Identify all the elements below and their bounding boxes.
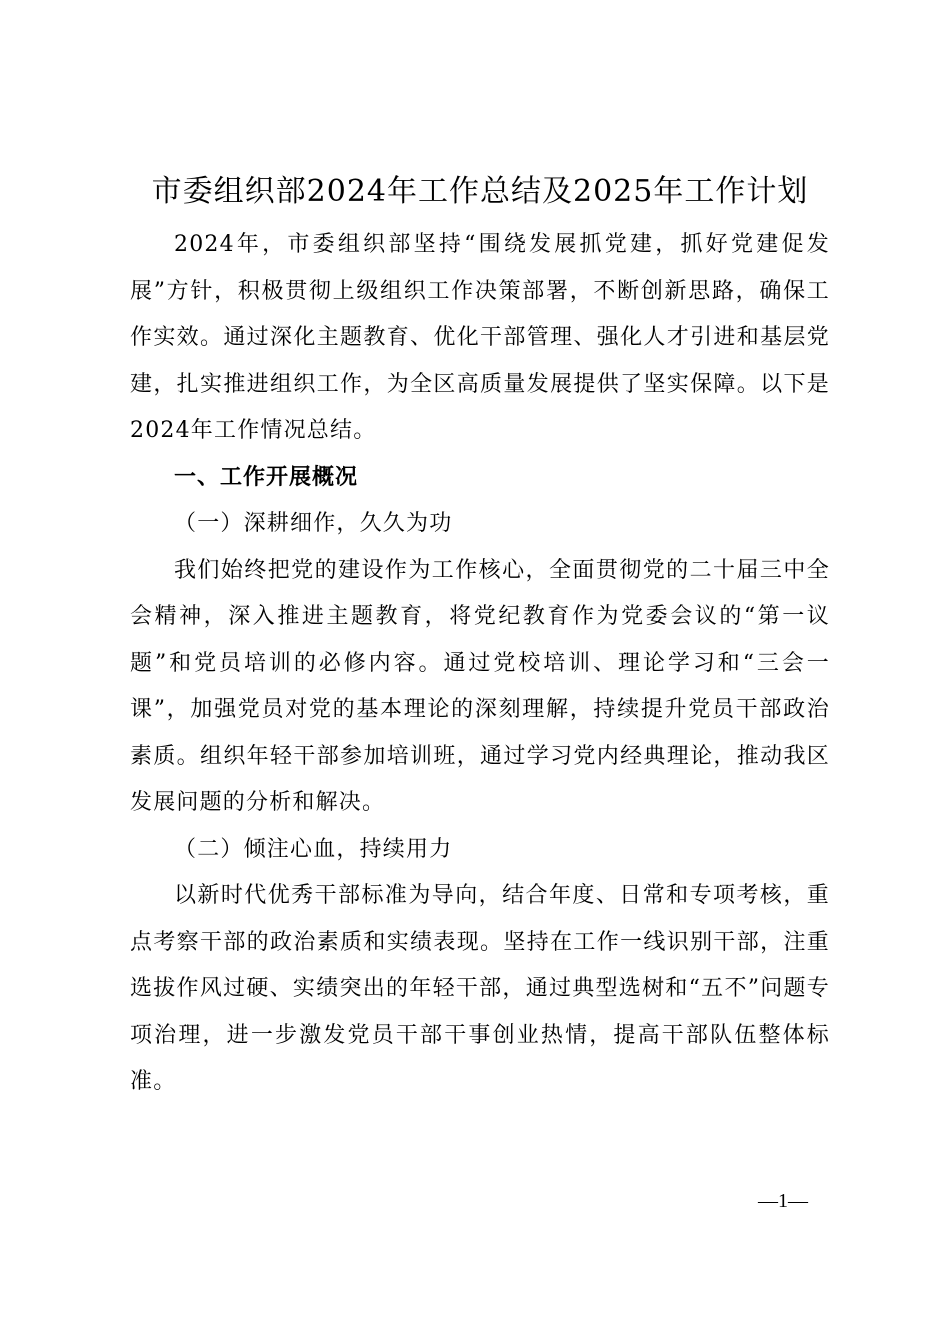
intro-paragraph: 2024年，市委组织部坚持“围绕发展抓党建，抓好党建促发展”方针，积极贯彻上级组织工作决策部署，不断创新思路，确保工作实效。通过深化主题教育、优化干部管理、强化人才引进和基层党建，扎实推进组织工作，为全区高质量发展提供了坚实保障。以下是2024年工作情况总结。 <box>130 232 830 443</box>
document-page <box>130 170 830 1106</box>
document-title: 市委组织部2024年工作总结及2025年工作计划 <box>151 174 809 209</box>
subsection-body-1: 我们始终把党的建设作为工作核心，全面贯彻党的二十届三中全会精神，深入推进主题教育，将党纪教育作为党委会议的“第一议题”和党员培训的必修内容。通过党校培训、理论学习和“三会一课”，加强党员对党的基本理论的深刻理解，持续提升党员干部政治素质。组织年轻干部参加培训班，通过学习党内经典理论，推动我区发展问题的分析和解决。 <box>130 557 830 815</box>
page-number: —1— <box>758 1190 808 1212</box>
subsection-heading-2: （二）倾注心血，持续用力 <box>174 836 453 862</box>
subsection-body-2: 以新时代优秀干部标准为导向，结合年度、日常和专项考核，重点考察干部的政治素质和实绩表现。坚持在工作一线识别干部，注重选拔作风过硬、实绩突出的年轻干部，通过典型选树和“五不”问题专项治理，进一步激发党员干部干事创业热情，提高干部队伍整体标准。 <box>130 883 830 1094</box>
subsection-heading-1: （一）深耕细作，久久为功 <box>174 511 453 536</box>
section-heading-1: 一、工作开展概况 <box>174 464 359 490</box>
